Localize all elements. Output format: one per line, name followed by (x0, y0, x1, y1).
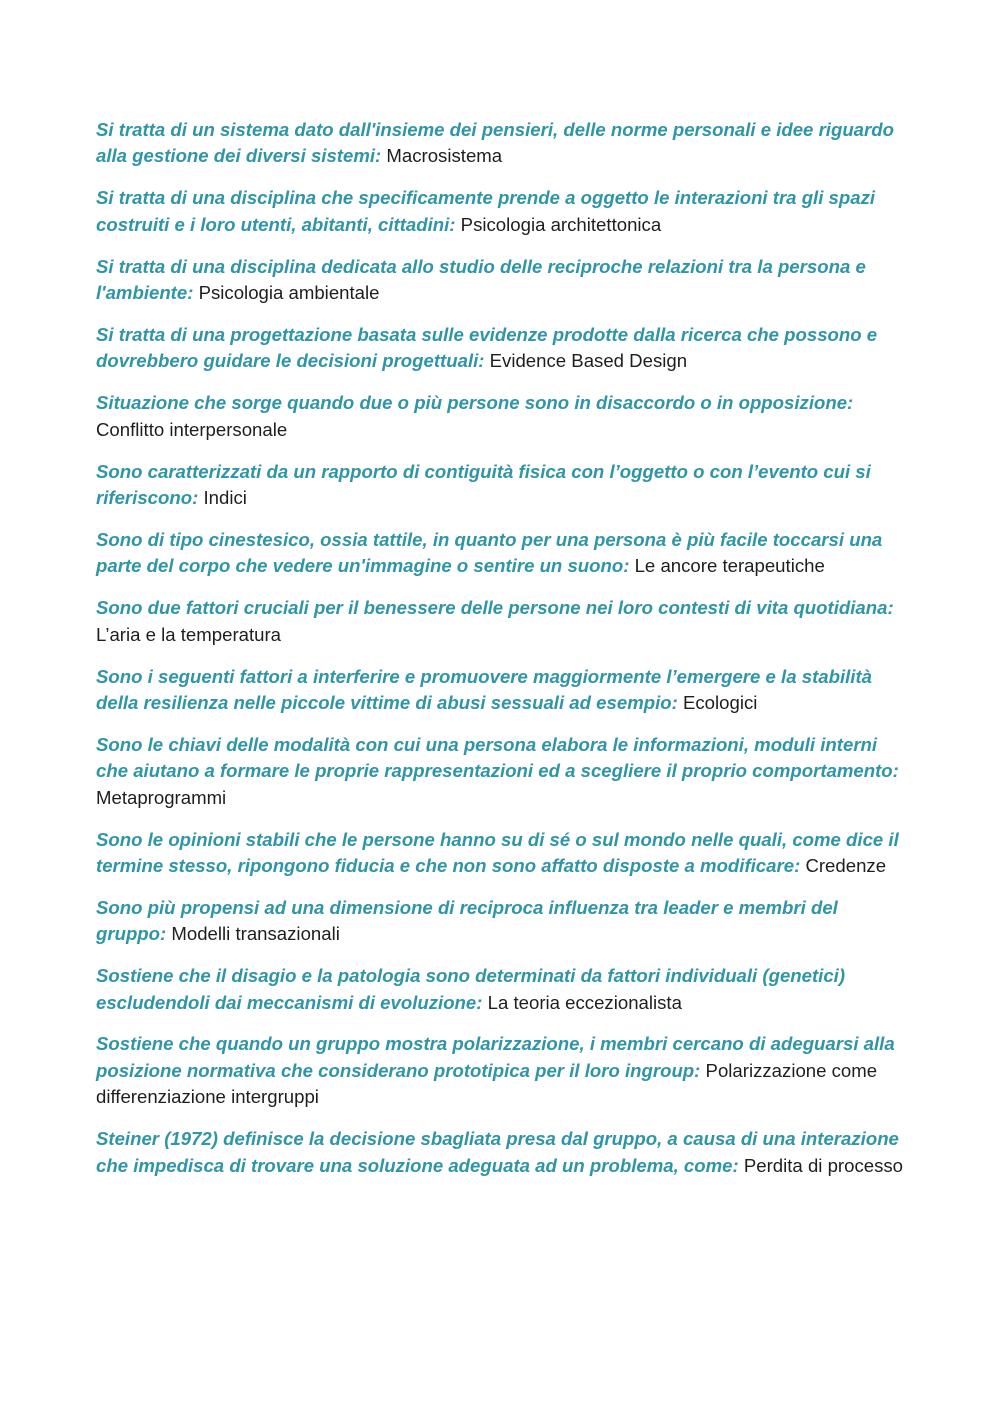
question-text: Si tratta di una progettazione basata sulle evidenze prodotte dalla ricerca che possono e dovrebbero guidare le decisioni progettuali: (96, 323, 878, 372)
answer-text: Psicologia architettonica (460, 213, 662, 235)
answer-text: Macrosistema (386, 145, 503, 167)
qa-item (96, 963, 911, 1016)
question-text: Situazione che sorge quando due o più persone sono in disaccordo o in opposizione: (96, 392, 854, 414)
question-text: Si tratta di una disciplina dedicata allo studio delle reciproche relazioni tra la persona e l'ambiente: (96, 255, 866, 304)
question-text: Sostiene che quando un gruppo mostra polarizzazione, i membri cercano di adeguarsi alla posizione normativa che considerano prototipica per il loro ingroup: (96, 1033, 895, 1081)
qa-item (96, 185, 911, 238)
question-text: Sono più propensi ad una dimensione di reciproca influenza tra leader e membri del gruppo: (96, 896, 838, 945)
answer-text: Modelli transazionali (171, 923, 340, 945)
answer-text: Conflitto interpersonale (96, 418, 288, 440)
qa-item (96, 827, 911, 880)
question-text: Sono i seguenti fattori a interferire e promuovere maggiormente l’emergere e la stabilità della resilienza nelle piccole vittime di abusi sessuali ad esempio: (96, 665, 872, 713)
question-text: Sono due fattori cruciali per il benessere delle persone nei loro contesti di vita quotidiana: (96, 597, 894, 619)
question-text: Sostiene che il disagio e la patologia sono determinati da fattori individuali (genetici) escludendoli dai meccanismi di evoluzione: (96, 965, 846, 1013)
answer-text: Metaprogrammi (96, 786, 227, 808)
qa-item (96, 1126, 911, 1179)
question-text: Sono le opinioni stabili che le persone hanno su di sé o sul mondo nelle quali, come dice il termine stesso, ripongono fiducia e che non sono affatto disposte a modificare: (96, 828, 899, 876)
answer-text: Polarizzazione come differenziazione intergruppi (96, 1059, 878, 1108)
question-text: Steiner (1972) definisce la decisione sbagliata presa dal gruppo, a causa di una interazione che impedisca di trovare una soluzione adeguata ad un problema, come: (96, 1128, 899, 1176)
answer-text: La teoria eccezionalista (487, 991, 682, 1013)
qa-item (96, 390, 911, 443)
answer-text: Le ancore terapeutiche (634, 555, 825, 577)
qa-item (96, 527, 911, 580)
answer-text: Indici (203, 486, 247, 508)
question-text: Sono caratterizzati da un rapporto di contiguità fisica con l’oggetto o con l’evento cui si riferiscono: (96, 460, 871, 508)
qa-item (96, 322, 911, 375)
question-text: Sono di tipo cinestesico, ossia tattile, in quanto per una persona è più facile toccarsi una parte del corpo che vedere un'immagine o sentire un suono: (96, 528, 883, 577)
qa-item (96, 664, 911, 717)
question-text: Si tratta di una disciplina che specificamente prende a oggetto le interazioni tra gli spazi costruiti e i loro utenti, abitanti, cittadini: (96, 187, 876, 235)
qa-item (96, 254, 911, 307)
qa-item (96, 459, 911, 512)
answer-text: Perdita di processo (743, 1154, 904, 1176)
qa-item (96, 732, 911, 811)
question-text: Sono le chiavi delle modalità con cui una persona elabora le informazioni, moduli interni che aiutano a formare le proprie rappresentazioni ed a scegliere il proprio comportamento: (96, 733, 899, 782)
qa-item (96, 895, 911, 948)
answer-text: L’aria e la temperatura (96, 623, 282, 645)
answer-text: Credenze (805, 854, 887, 876)
document-page (96, 117, 911, 1195)
qa-item (96, 117, 911, 170)
question-text: Si tratta di un sistema dato dall'insieme dei pensieri, delle norme personali e idee riguardo alla gestione dei diversi sistemi: (96, 119, 894, 167)
answer-text: Psicologia ambientale (198, 282, 380, 304)
answer-text: Evidence Based Design (489, 350, 688, 372)
answer-text: Ecologici (682, 691, 758, 713)
qa-item (96, 1031, 911, 1110)
qa-item (96, 595, 911, 648)
